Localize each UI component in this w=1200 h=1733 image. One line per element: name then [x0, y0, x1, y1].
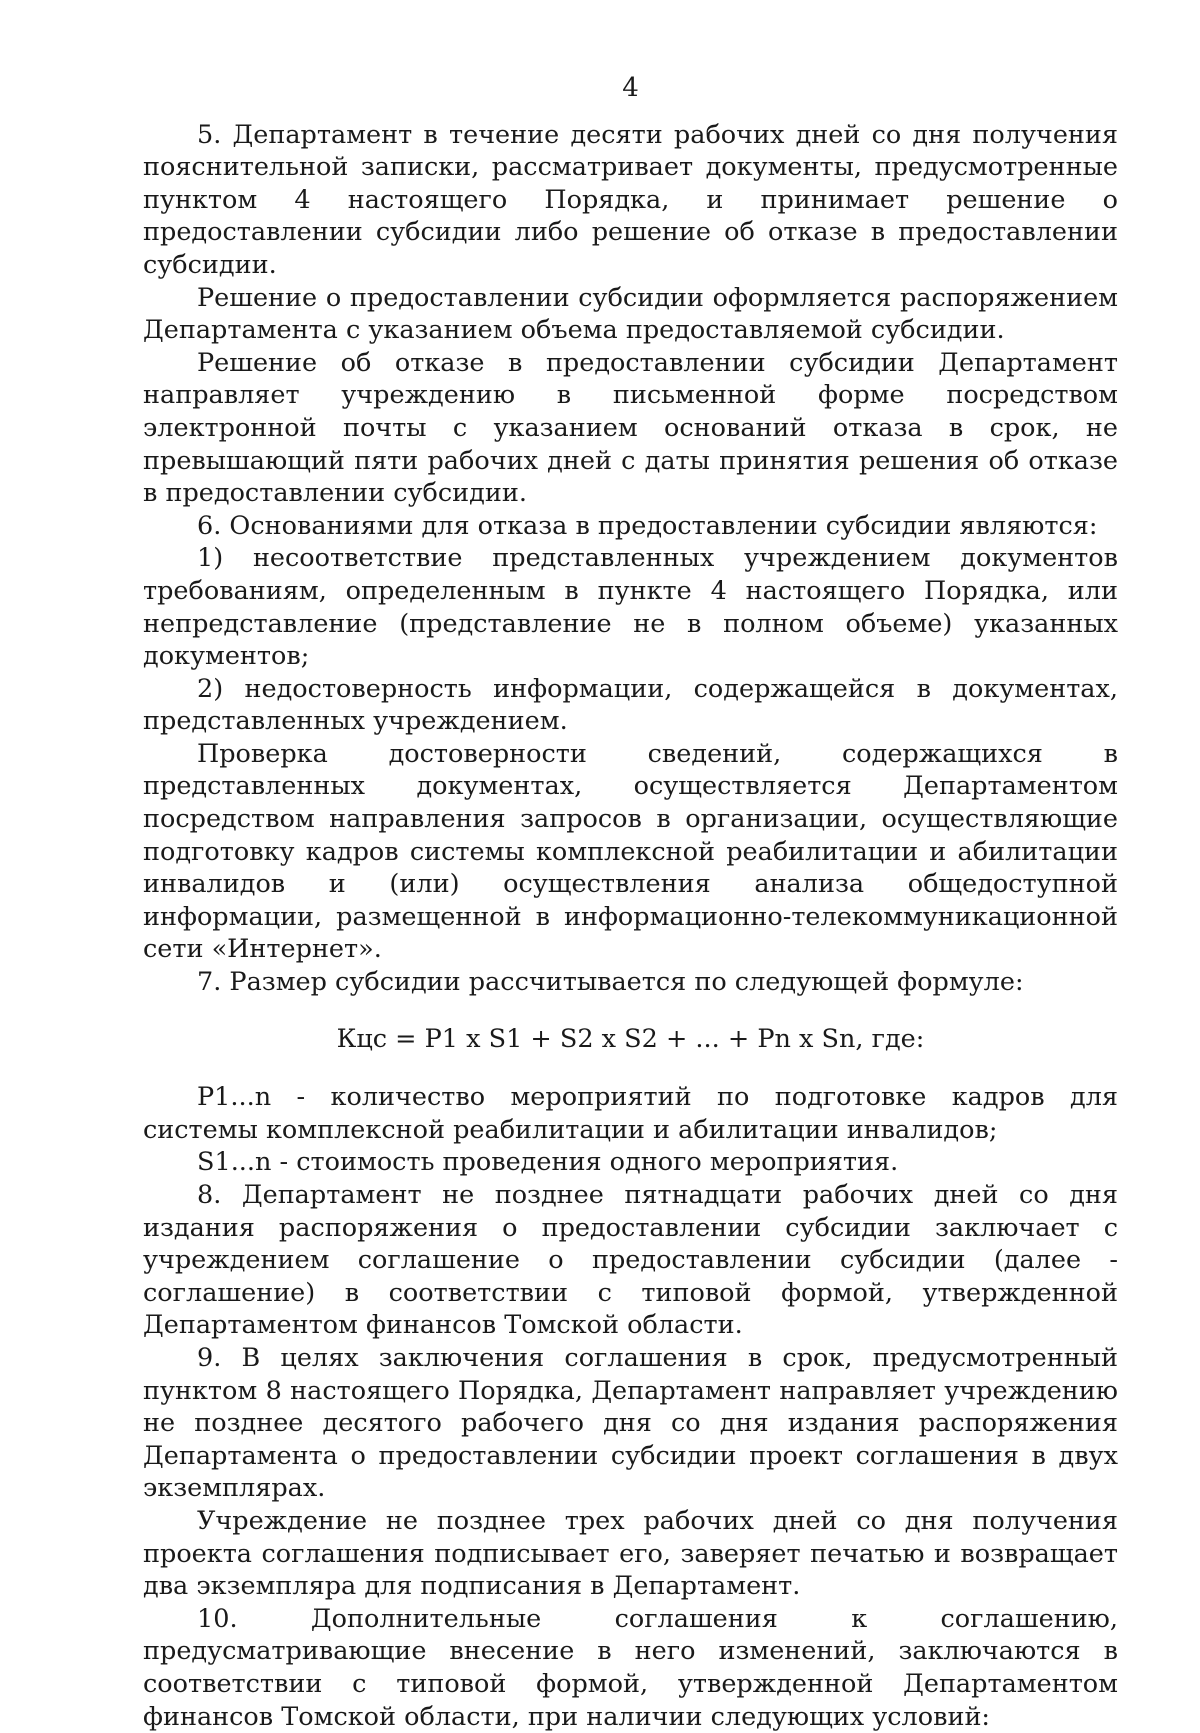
- paragraph-refusal-ground-1: 1) несоответствие представленных учреждением документов требованиям, определенным в пункте 4 настоящего Порядка, или непредставление (представление не в полном объеме) указанных документов;: [143, 543, 1118, 672]
- paragraph-s-definition: S1...n - стоимость проведения одного мероприятия.: [197, 1147, 899, 1178]
- paragraph-item-8: 8. Департамент не позднее пятнадцати рабочих дней со дня издания распоряжения о предоставлении субсидии заключает с учреждением соглашение о предоставлении субсидии (далее - соглашение) в соответствии с типовой формой, утвержденной Департаментом финансов Томской области.: [143, 1180, 1118, 1341]
- paragraph-verification: Проверка достоверности сведений, содержащихся в представленных документах, осуществляется Департаментом посредством направления запросов в организации, осуществляющие подготовку кадров системы комплексной реабилитации и абилитации инвалидов и (или) осуществления анализа общедоступной информации, размещенной в информационно-телекоммуникационной сети «Интернет».: [143, 738, 1118, 965]
- paragraph-item-5: 5. Департамент в течение десяти рабочих дней со дня получения пояснительной записки, рассматривает документы, предусмотренные пунктом 4 настоящего Порядка, и принимает решение о предоставлении субсидии либо решение об отказе в предоставлении субсидии.: [143, 119, 1118, 280]
- subsidy-formula: Кцс = P1 x S1 + S2 x S2 + ... + Pn x Sn, где:: [336, 1023, 925, 1054]
- paragraph-item-7: 7. Размер субсидии рассчитывается по следующей формуле:: [197, 967, 1024, 998]
- paragraph-item-9: 9. В целях заключения соглашения в срок, предусмотренный пунктом 8 настоящего Порядка, Департамент направляет учреждению не позднее десятого рабочего дня со дня издания распоряжения Департамента о предоставлении субсидии проект соглашения в двух экземплярах.: [143, 1342, 1118, 1504]
- paragraph-refusal-ground-2: 2) недостоверность информации, содержащейся в документах, представленных учреждением.: [143, 673, 1118, 737]
- paragraph-decision-refusal: Решение об отказе в предоставлении субсидии Департамент направляет учреждению в письменной форме посредством электронной почты с указанием оснований отказа в срок, не превышающий пяти рабочих дней с даты принятия решения об отказе в предоставлении субсидии.: [143, 347, 1118, 509]
- paragraph-decision-grant: Решение о предоставлении субсидии оформляется распоряжением Департамента с указанием объема предоставляемой субсидии.: [143, 282, 1118, 346]
- paragraph-p-definition: P1...n - количество мероприятий по подготовке кадров для системы комплексной реабилитации и абилитации инвалидов;: [143, 1082, 1118, 1145]
- page-number: 4: [622, 73, 639, 103]
- paragraph-item-10: 10. Дополнительные соглашения к соглашению, предусматривающие внесение в него изменений, заключаются в соответствии с типовой формой, утвержденной Департаментом финансов Томской области, при наличии следующих условий:: [143, 1603, 1118, 1732]
- document-page: [143, 72, 1118, 1733]
- paragraph-institution-signing: Учреждение не позднее трех рабочих дней со дня получения проекта соглашения подписывает его, заверяет печатью и возвращает два экземпляра для подписания в Департамент.: [143, 1505, 1118, 1602]
- paragraph-item-6: 6. Основаниями для отказа в предоставлении субсидии являются:: [197, 510, 1098, 541]
